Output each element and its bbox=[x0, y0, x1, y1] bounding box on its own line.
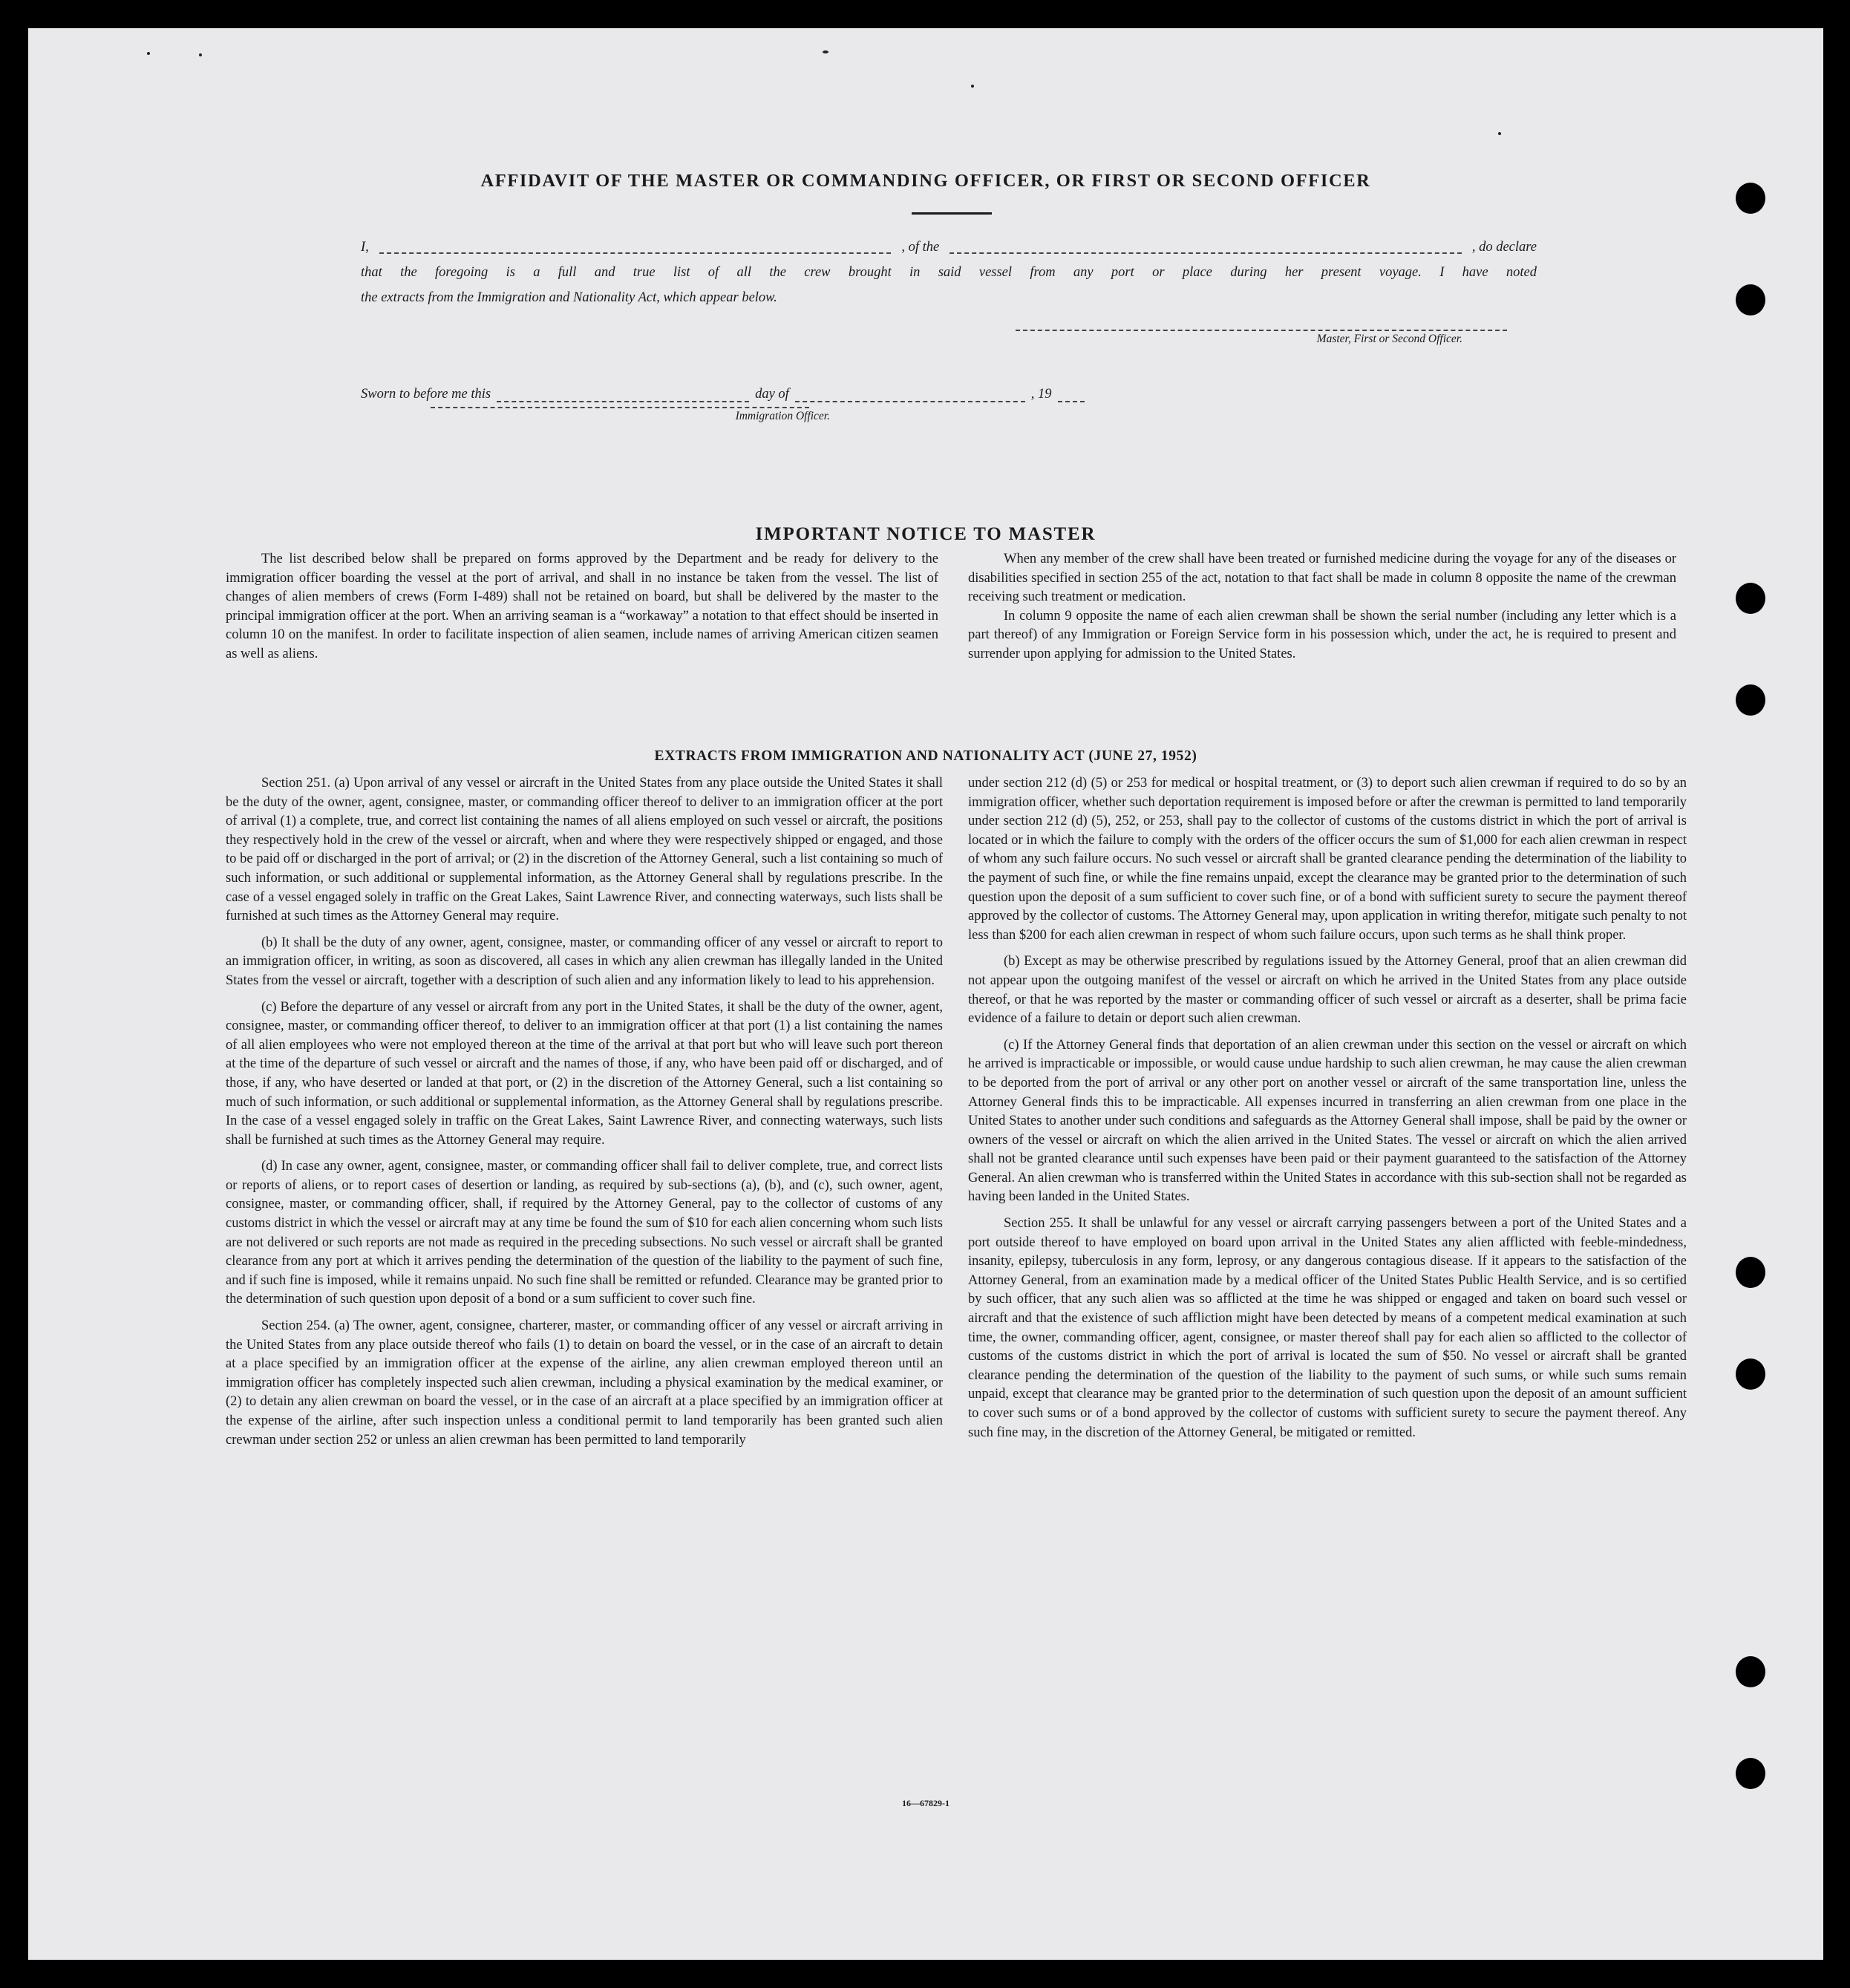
declaration-of-the: , of the bbox=[901, 240, 940, 255]
extracts-right-column bbox=[968, 774, 1687, 1442]
year-blank[interactable] bbox=[1058, 383, 1085, 402]
section-paragraph: (b) Except as may be otherwise prescribed by regulations issued by the Attorney General, proof that an alien crewman did not appear upon the outgoing manifest of the vessel or aircraft on which he arrived in the United States from any place outside thereof, or that he was reported by the master or commanding officer of such vessel or aircraft as a deserter, shall be prima facie evidence of a failure to detain or deport such alien crewman. bbox=[968, 954, 1687, 1027]
year-label: , 19 bbox=[1030, 387, 1052, 402]
affidavit-title: AFFIDAVIT OF THE MASTER OR COMMANDING OFFICER, OR FIRST OR SECOND OFFICER bbox=[480, 171, 1371, 191]
form-page bbox=[28, 28, 1823, 1960]
punch-hole bbox=[1736, 1656, 1765, 1687]
extracts-title: EXTRACTS FROM IMMIGRATION AND NATIONALITY ACT (JUNE 27, 1952) bbox=[654, 748, 1197, 764]
notice-left-column bbox=[226, 550, 938, 664]
day-of-label: day of bbox=[755, 387, 789, 402]
master-signature-line[interactable] bbox=[1016, 330, 1507, 331]
declaration-i: I, bbox=[361, 240, 369, 255]
punch-hole bbox=[1736, 1758, 1765, 1789]
master-signature-caption: Master, First or Second Officer. bbox=[1316, 333, 1462, 345]
name-blank[interactable] bbox=[379, 235, 892, 254]
officer-signature-line[interactable] bbox=[431, 407, 809, 408]
punch-hole bbox=[1736, 684, 1765, 716]
notice-title: IMPORTANT NOTICE TO MASTER bbox=[755, 524, 1096, 544]
section-paragraph: (d) In case any owner, agent, consignee, master, or commanding officer shall fail to deliver complete, true, and correct lists or reports of aliens, or to report cases of desertion or landing, as required by sub-sections (a), (b), and (c), such owner, agent, consignee, master, or commanding officer, shall, if required by the Attorney General, pay to the collector of customs of any customs district in which the vessel or aircraft may at any time be found the sum of $10 for each alien concerning whom such lists are not delivered or such reports are not made as required in the preceding subsections. No such vessel or aircraft shall be granted clearance from any port at which it arrives pending the determination of the question of the liability to the payment of such fine, and if such fine is imposed, while it remains unpaid. No such fine shall be remitted or refunded. Clearance may be granted prior to the determination of such question upon deposit of a bond or a sum sufficient to cover such fine. bbox=[226, 1159, 943, 1307]
punch-hole bbox=[1736, 1358, 1765, 1390]
speck bbox=[147, 52, 150, 55]
punch-hole bbox=[1736, 583, 1765, 614]
punch-hole bbox=[1736, 183, 1765, 214]
sworn-line bbox=[361, 383, 1229, 402]
officer-signature-caption: Immigration Officer. bbox=[735, 410, 830, 422]
speck bbox=[823, 50, 828, 53]
notice-paragraph: The list described below shall be prepared on forms approved by the Department and be ready for delivery to the immigration officer boarding the vessel at the port of arrival, and shall in no instance be taken from the vessel. The list of changes of alien members of crews (Form I-489) shall not be retained on board, but shall be delivered by the master to the principal immigration officer at the port. When an arriving seaman is a “workaway” a notation to that effect should be inserted in column 10 on the manifest. In order to facilitate inspection of alien seamen, include names of arriving American citizen seamen as well as aliens. bbox=[226, 552, 938, 661]
declaration-do-declare: , do declare bbox=[1471, 240, 1537, 255]
section-paragraph: Section 255. It shall be unlawful for any vessel or aircraft carrying passengers between a port of the United States and a port outside thereof to have employed on board upon arrival in the United States any alien afflicted with feeble-mindedness, insanity, epilepsy, tuberculosis in any form, leprosy, or any dangerous contagious disease. If it appears to the satisfaction of the Attorney General, from an examination made by a medical officer of the United States Public Health Service, and is so certified by such officer, that any such alien was so afflicted at the time he was shipped or engaged and taken on board such vessel or aircraft and that the existence of such affliction might have been detected by means of a competent medical examination at such time, the owner, commanding officer, agent, consignee, or master thereof shall pay for each alien so afflicted to the collector of customs of the customs district in which the port of arrival is located the sum of $50. No vessel or aircraft shall be granted clearance pending the determination of the question of the liability to the payment of such sums, or while such sums remain unpaid, except that clearance may be granted prior to the determination of such question upon the deposit of an amount sufficient to cover such sums or of a bond approved by the collector of customs with sufficient surety to secure the payment thereof. Any such fine may, in the discretion of the Attorney General, be mitigated or remitted. bbox=[968, 1216, 1687, 1440]
section-paragraph: (c) If the Attorney General finds that deportation of an alien crewman under this section on the vessel or aircraft on which he arrived is impracticable or impossible, or would cause undue hardship to such alien crewman, he may cause the alien crewman to be deported from the port of arrival or any other port on another vessel or aircraft of the same transportation line, unless the Attorney General finds this to be impracticable. All expenses incurred in transferring an alien crewman from one place in the United States to another under such conditions and safeguards as the Attorney General shall impose, shall be paid by the owner or owners of the vessel or aircraft on which the alien arrived in the United States. The vessel or aircraft on which the alien arrived shall not be granted clearance until such expenses have been paid or their payment guaranteed to the satisfaction of the Attorney General. An alien crewman who is transferred within the United States in accordance with this sub-section shall not be regarded as having been landed in the United States. bbox=[968, 1037, 1687, 1205]
title-rule bbox=[912, 212, 992, 215]
form-number: 16—67829-1 bbox=[902, 1798, 949, 1808]
speck bbox=[971, 85, 974, 88]
sworn-label: Sworn to before me this bbox=[361, 387, 491, 402]
sworn-day-blank[interactable] bbox=[497, 383, 749, 402]
section-paragraph: (b) It shall be the duty of any owner, agent, consignee, master, or commanding officer of any vessel or aircraft to report to an immigration officer, in writing, as soon as discovered, all cases in which any alien crewman has illegally landed in the United States from the vessel or aircraft, together with a description of such alien and any information likely to lead to his apprehension. bbox=[226, 935, 943, 988]
extracts-left-column bbox=[226, 774, 943, 1450]
notice-paragraph: In column 9 opposite the name of each alien crewman shall be shown the serial number (including any letter which is a part thereof) of any Immigration or Foreign Service form in his possession which, under the act, he is required to present and surrender upon applying for admission to the United States. bbox=[968, 608, 1676, 661]
vessel-blank[interactable] bbox=[949, 235, 1462, 254]
sworn-month-blank[interactable] bbox=[795, 383, 1025, 402]
declaration-line-3: the extracts from the Immigration and Nationality Act, which appear below. bbox=[361, 290, 777, 305]
section-paragraph: Section 251. (a) Upon arrival of any vessel or aircraft in the United States from any place outside the United States it shall be the duty of the owner, agent, consignee, master, or commanding officer thereof to deliver to an immigration officer at the port of arrival (1) a complete, true, and correct list containing the names of all aliens employed on such vessel or aircraft, the positions they respectively hold in the crew of the vessel or aircraft, when and where they were respectively shipped or engaged, and those to be paid off or discharged in the port of arrival; or (2) in the discretion of the Attorney General, such a list containing so much of such information, or such additional or supplemental information, as the Attorney General shall by regulations prescribe. In the case of a vessel engaged solely in traffic on the Great Lakes, Saint Lawrence River, and connecting waterways, such lists shall be furnished at such times as the Attorney General may require. bbox=[226, 776, 943, 924]
declaration bbox=[361, 235, 1537, 310]
punch-hole bbox=[1736, 1257, 1765, 1288]
section-paragraph: (c) Before the departure of any vessel or aircraft from any port in the United States, it shall be the duty of the owner, agent, consignee, master, or commanding officer thereof, to deliver to an immigration officer at that port (1) a list containing the names of all alien employees who were not employed thereon at the time of the arrival at that port but who will leave such port thereon at the time of the departure of such vessel or aircraft and the names of those, if any, who have been paid off or discharged, and of those, if any, who have deserted or landed at that port, or (2) in the discretion of the Attorney General, such a list containing so much of such information, or such additional or supplemental information, as the Attorney General shall by regulations prescribe. In the case of a vessel engaged solely in traffic on the Great Lakes, Saint Lawrence River, and connecting waterways, such lists shall be furnished at such times as the Attorney General may require. bbox=[226, 999, 943, 1148]
declaration-line-2: that the foregoing is a full and true list of all the crew brought in said vessel from any port or place during her present voyage. I have noted bbox=[361, 265, 1537, 280]
section-paragraph: Section 254. (a) The owner, agent, consignee, charterer, master, or commanding officer of any vessel or aircraft arriving in the United States from any place outside thereof who fails (1) to detain on board the vessel, or in the case of an aircraft to detain at a place specified by an immigration officer at the expense of the airline, any alien crewman employed thereon until an immigration officer has completely inspected such alien crewman, including a physical examination by the medical examiner, or (2) to detain any alien crewman on board the vessel, or in the case of an aircraft at a place specified by an immigration officer at the expense of the airline, after such inspection unless a conditional permit to land temporarily has been granted such alien crewman under section 252 or unless an alien crewman has been permitted to land temporarily bbox=[226, 1318, 943, 1448]
notice-paragraph: When any member of the crew shall have been treated or furnished medicine during the voyage for any of the diseases or disabilities specified in section 255 of the act, notation to that fact shall be made in column 8 opposite the name of the crewman receiving such treatment or medication. bbox=[968, 552, 1676, 605]
punch-hole bbox=[1736, 284, 1765, 315]
speck bbox=[1498, 132, 1501, 135]
section-paragraph: under section 212 (d) (5) or 253 for medical or hospital treatment, or (3) to deport such alien crewman if required to do so by an immigration officer, whether such deportation requirement is imposed before or after the crewman is permitted to land temporarily under section 212 (d) (5), 252, or 253, shall pay to the collector of customs of the customs district in which the port of arrival is located or in which the failure to comply with the orders of the officer occurs the sum of $1,000 for each alien crewman in respect of whom any such failure occurs. No such vessel or aircraft shall be granted clearance pending the determination of the liability to the payment of such fine, or while the fine remains unpaid, except the clearance may be granted prior to the determination of such question upon the deposit of a sum sufficient to cover such fine, or of a bond with sufficient surety to secure the payment thereof approved by the collector of customs. The Attorney General may, upon application in writing therefor, mitigate such penalty to not less than $200 for each alien crewman in respect of whom such failure occurs, upon such terms as he shall think proper. bbox=[968, 776, 1687, 943]
speck bbox=[199, 53, 202, 56]
notice-right-column bbox=[968, 550, 1676, 664]
